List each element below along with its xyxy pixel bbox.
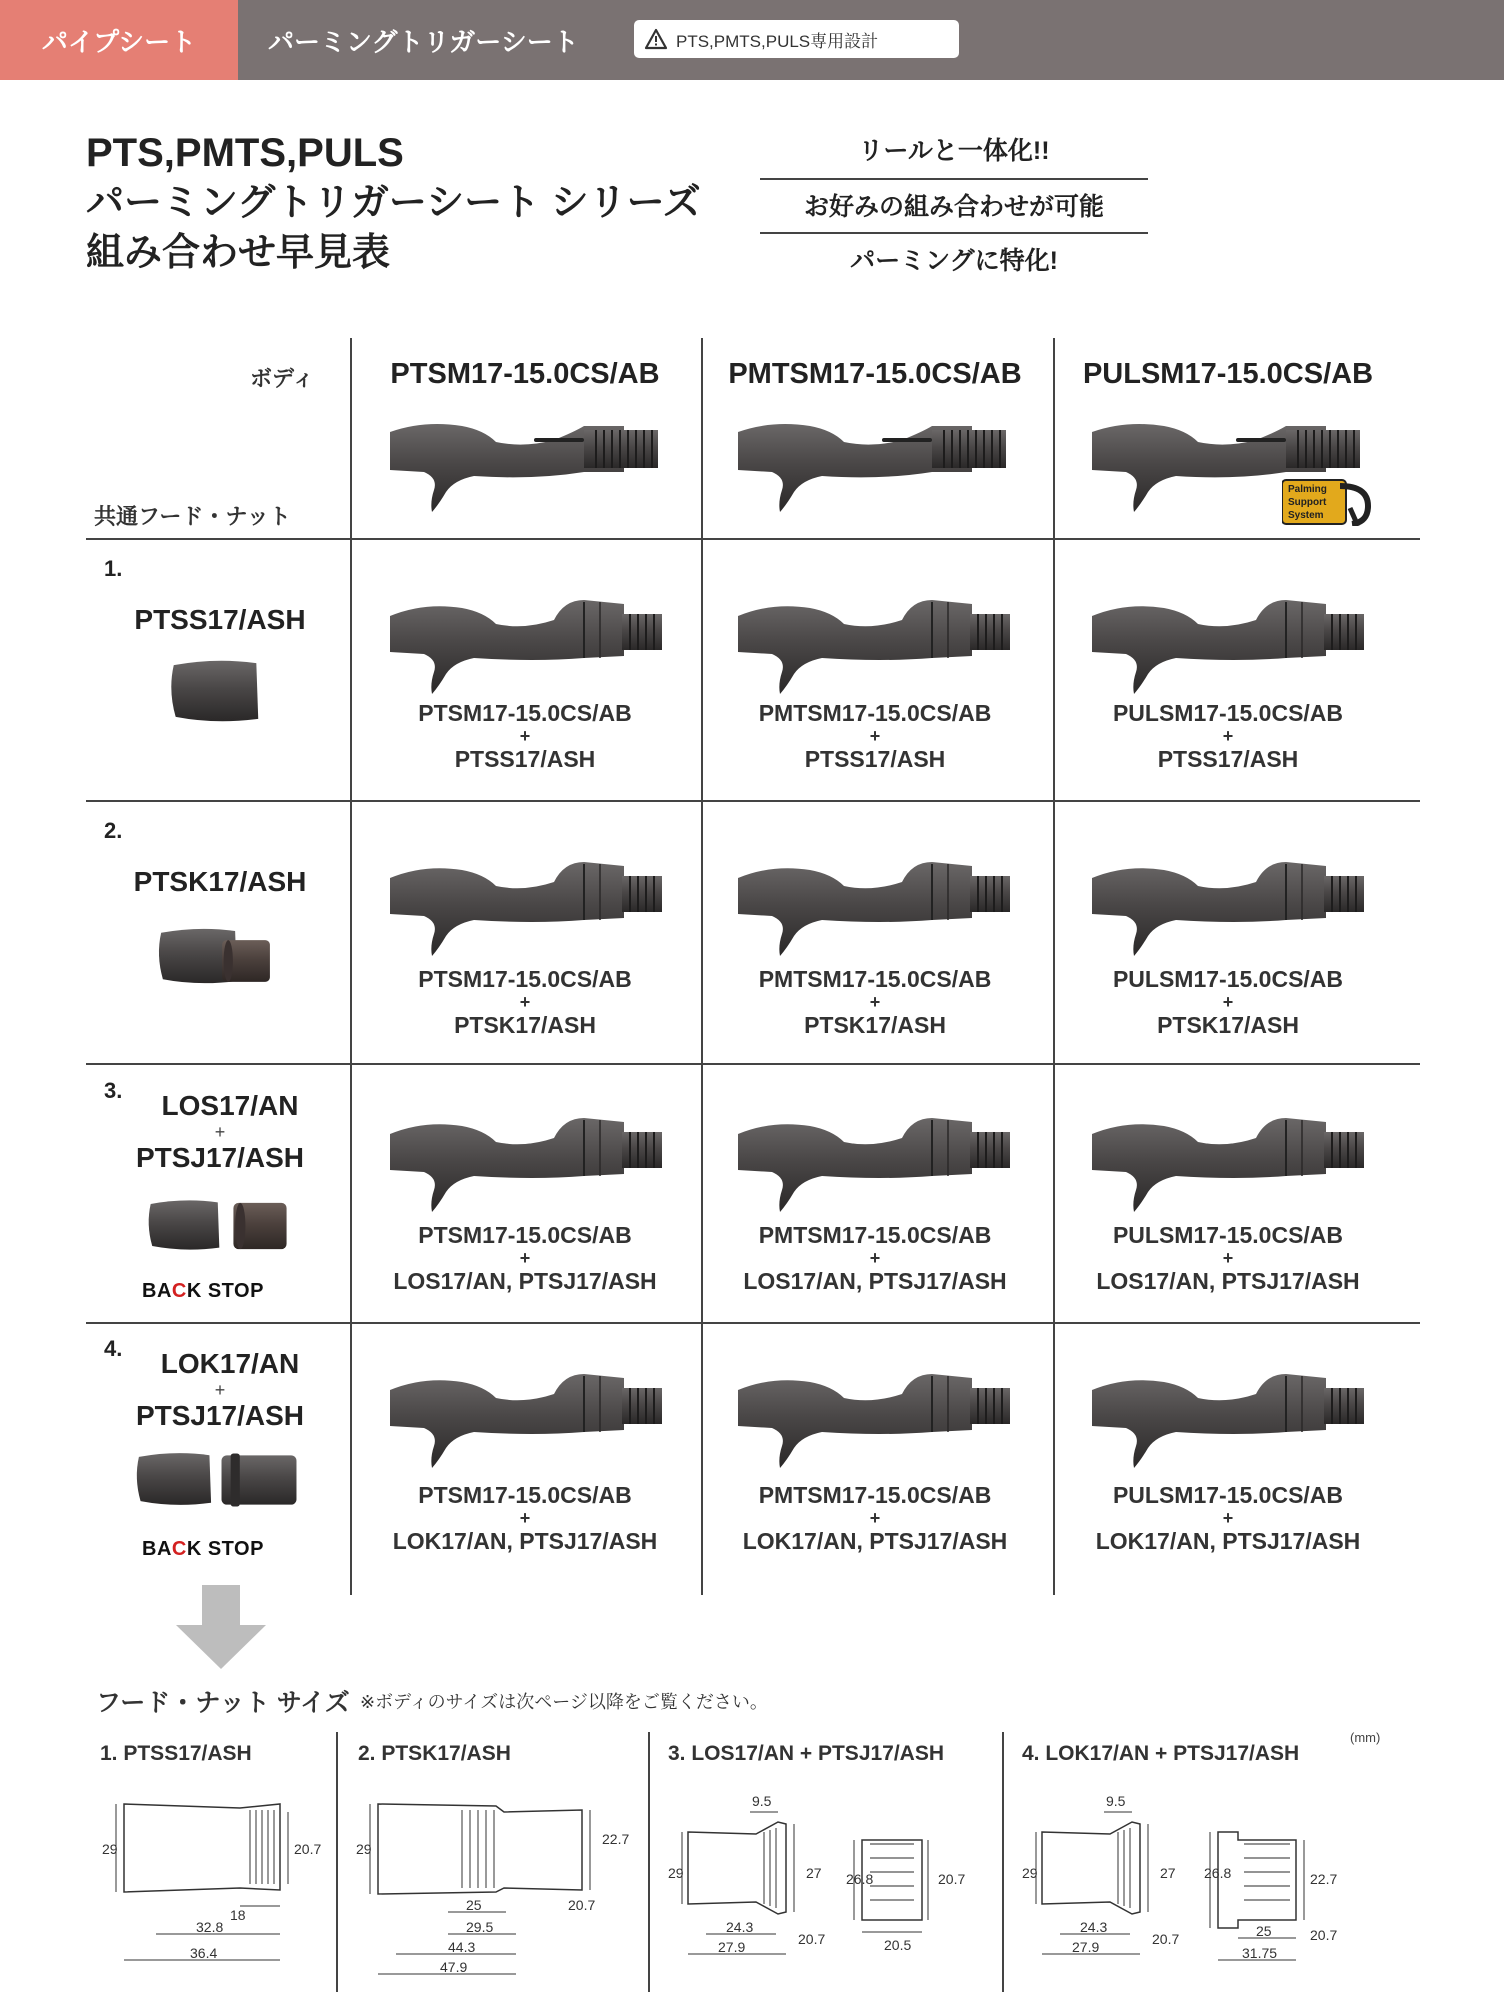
svg-text:26.8: 26.8: [1204, 1865, 1232, 1881]
combo-image: [384, 852, 664, 956]
size-separator: [1002, 1732, 1004, 1992]
feature-list: [760, 124, 1148, 286]
combo-image: [384, 1364, 664, 1468]
svg-text:29: 29: [102, 1841, 118, 1857]
combo-label: [355, 966, 695, 1038]
svg-text:29: 29: [668, 1865, 684, 1881]
svg-text:20.7: 20.7: [1152, 1931, 1180, 1947]
combo-part: PTSK17/ASH: [804, 1012, 946, 1038]
combo-label: [1058, 966, 1398, 1038]
combo-part: PTSK17/ASH: [454, 1012, 596, 1038]
row-number: 4.: [104, 1336, 123, 1361]
combo-part: LOK17/AN, PTSJ17/ASH: [392, 1528, 658, 1554]
combo-plus: +: [519, 726, 531, 746]
svg-text:25: 25: [1256, 1923, 1272, 1939]
combo-body: PTSM17-15.0CS/AB: [418, 1482, 632, 1508]
svg-text:32.8: 32.8: [196, 1919, 224, 1935]
nut-image: [214, 1448, 304, 1512]
combo-body: PULSM17-15.0CS/AB: [1112, 966, 1344, 992]
grid-hline: [86, 1063, 1420, 1065]
row-plus: +: [214, 1122, 226, 1142]
pss-badge: [1282, 478, 1382, 526]
size-label: 3. LOS17/AN + PTSJ17/ASH: [668, 1742, 945, 1765]
title-line-1: PTS,PMTS,PULS: [86, 131, 404, 175]
combo-plus: +: [869, 1248, 881, 1268]
combo-image: [1086, 590, 1366, 694]
back-stop-logo: BACK STOP: [142, 1538, 264, 1560]
notice-text: PTS,PMTS,PULS専用設計: [676, 31, 879, 51]
combo-part: PTSS17/ASH: [1157, 746, 1299, 772]
row-part-name-a: LOS17/AN: [161, 1090, 299, 1121]
svg-text:9.5: 9.5: [1106, 1793, 1126, 1809]
svg-text:22.7: 22.7: [602, 1831, 630, 1847]
combo-image: [1086, 1108, 1366, 1212]
combo-plus: +: [519, 1508, 531, 1528]
svg-text:System: System: [1288, 510, 1324, 521]
grid-vline: [350, 338, 352, 1595]
hood-image: [146, 1192, 224, 1258]
row-part-name: PTSK17/ASH: [133, 866, 307, 897]
dimension-drawing-1: [100, 1784, 330, 1984]
dimension-drawing-4: [1020, 1784, 1400, 1994]
svg-text:31.75: 31.75: [1242, 1945, 1278, 1961]
combo-part: LOK17/AN, PTSJ17/ASH: [742, 1528, 1008, 1554]
combo-label: [705, 1222, 1045, 1294]
combo-plus: +: [1222, 1508, 1234, 1528]
title-line-2: パーミングトリガーシート シリーズ: [86, 182, 701, 224]
svg-text:20.7: 20.7: [1310, 1927, 1338, 1943]
size-section-note: ※ボディのサイズは次ページ以降をご覧ください。: [360, 1692, 768, 1712]
svg-text:20.7: 20.7: [798, 1931, 826, 1947]
combo-body: PULSM17-15.0CS/AB: [1112, 1482, 1344, 1508]
combo-body: PMTSM17-15.0CS/AB: [758, 1482, 992, 1508]
svg-text:29: 29: [356, 1841, 372, 1857]
combo-label: [355, 700, 695, 772]
page-title: [86, 128, 701, 278]
svg-text:20.7: 20.7: [938, 1871, 966, 1887]
combo-label: [705, 1482, 1045, 1554]
combo-image: [1086, 852, 1366, 956]
feature-item: お好みの組み合わせが可能: [760, 178, 1148, 232]
combo-image: [732, 852, 1012, 956]
back-stop-logo: BACK STOP: [142, 1280, 264, 1302]
combo-body: PMTSM17-15.0CS/AB: [758, 966, 992, 992]
combo-image: [732, 1364, 1012, 1468]
combo-image: [384, 1108, 664, 1212]
svg-text:27: 27: [1160, 1865, 1176, 1881]
combo-body: PMTSM17-15.0CS/AB: [758, 700, 992, 726]
svg-text:27: 27: [806, 1865, 822, 1881]
body-label: ボディ: [250, 366, 315, 391]
combo-label: [705, 700, 1045, 772]
combo-part: PTSS17/ASH: [454, 746, 596, 772]
svg-text:20.7: 20.7: [568, 1897, 596, 1913]
dimension-drawing-3: [666, 1784, 1000, 1994]
svg-text:25: 25: [466, 1897, 482, 1913]
svg-text:Palming: Palming: [1288, 484, 1327, 495]
title-line-3: 組み合わせ早見表: [86, 232, 391, 274]
hood-image: [168, 656, 264, 726]
svg-text:9.5: 9.5: [752, 1793, 772, 1809]
combo-body: PULSM17-15.0CS/AB: [1112, 1222, 1344, 1248]
feature-item: パーミングに特化!: [760, 232, 1148, 286]
combo-part: PTSS17/ASH: [804, 746, 946, 772]
grid-hline: [86, 1322, 1420, 1324]
size-separator: [648, 1732, 650, 1992]
nut-image: [214, 934, 278, 988]
combo-body: PMTSM17-15.0CS/AB: [758, 1222, 992, 1248]
column-header-puls: PULSM17-15.0CS/AB: [1082, 358, 1374, 390]
combo-plus: +: [1222, 726, 1234, 746]
combo-part: PTSK17/ASH: [1157, 1012, 1299, 1038]
row-part-name-b: PTSJ17/ASH: [135, 1400, 305, 1431]
down-arrow-icon: [176, 1585, 266, 1669]
row-number: 3.: [104, 1078, 123, 1103]
svg-text:24.3: 24.3: [1080, 1919, 1108, 1935]
svg-text:27.9: 27.9: [1072, 1939, 1100, 1955]
body-image-pts: [384, 408, 664, 512]
hood-image: [134, 1448, 216, 1510]
combo-image: [1086, 1364, 1366, 1468]
combo-label: [355, 1482, 695, 1554]
grid-hline: [86, 538, 1420, 540]
grid-vline: [1053, 338, 1055, 1595]
row-number: 1.: [104, 556, 123, 581]
svg-text:18: 18: [230, 1907, 246, 1923]
svg-text:44.3: 44.3: [448, 1939, 476, 1955]
nut-image: [228, 1196, 292, 1256]
combo-plus: +: [1222, 992, 1234, 1012]
combo-part: LOS17/AN, PTSJ17/ASH: [743, 1268, 1007, 1294]
row-plus: +: [214, 1380, 226, 1400]
svg-text:Support: Support: [1288, 497, 1327, 508]
combo-part: LOS17/AN, PTSJ17/ASH: [1096, 1268, 1360, 1294]
combo-body: PTSM17-15.0CS/AB: [418, 700, 632, 726]
combo-plus: +: [869, 1508, 881, 1528]
combo-body: PTSM17-15.0CS/AB: [418, 966, 632, 992]
row-part-name-b: PTSJ17/ASH: [135, 1142, 305, 1173]
combo-part: LOK17/AN, PTSJ17/ASH: [1095, 1528, 1361, 1554]
combo-label: [705, 966, 1045, 1038]
svg-text:24.3: 24.3: [726, 1919, 754, 1935]
svg-text:29: 29: [1022, 1865, 1038, 1881]
size-separator: [336, 1732, 338, 1992]
combo-plus: +: [519, 992, 531, 1012]
svg-text:20.7: 20.7: [294, 1841, 322, 1857]
combo-image: [384, 590, 664, 694]
combo-image: [732, 1108, 1012, 1212]
body-image-pmts: [732, 408, 1012, 512]
combo-plus: +: [869, 726, 881, 746]
combo-plus: +: [869, 992, 881, 1012]
dimension-drawing-2: [356, 1784, 646, 1994]
size-label: 4. LOK17/AN + PTSJ17/ASH: [1022, 1742, 1300, 1765]
compat-notice: [634, 20, 959, 58]
svg-text:27.9: 27.9: [718, 1939, 746, 1955]
svg-text:20.5: 20.5: [884, 1937, 912, 1953]
combo-label: [1058, 700, 1398, 772]
column-header-pmts: PMTSM17-15.0CS/AB: [728, 358, 1022, 390]
size-section-title: フード・ナット サイズ: [96, 1689, 350, 1717]
feature-item: リールと一体化!!: [858, 137, 1050, 165]
svg-text:36.4: 36.4: [190, 1945, 218, 1961]
svg-text:29.5: 29.5: [466, 1919, 494, 1935]
unit-label: (mm): [1350, 1730, 1381, 1745]
combo-body: PULSM17-15.0CS/AB: [1112, 700, 1344, 726]
common-hood-nut-label: 共通フード・ナット: [94, 504, 291, 529]
row-part-name-a: LOK17/AN: [160, 1348, 300, 1379]
combo-part: LOS17/AN, PTSJ17/ASH: [393, 1268, 657, 1294]
row-number: 2.: [104, 818, 123, 843]
combo-image: [732, 590, 1012, 694]
column-header-pts: PTSM17-15.0CS/AB: [390, 358, 660, 390]
combo-label: [1058, 1222, 1398, 1294]
svg-text:22.7: 22.7: [1310, 1871, 1338, 1887]
combo-label: [355, 1222, 695, 1294]
svg-text:26.8: 26.8: [846, 1871, 874, 1887]
warning-icon: [644, 28, 668, 50]
tab-pipe-seat[interactable]: パイプシート: [0, 0, 238, 80]
size-label: 1. PTSS17/ASH: [100, 1742, 252, 1765]
grid-vline: [701, 338, 703, 1595]
svg-text:47.9: 47.9: [440, 1959, 468, 1975]
size-label: 2. PTSK17/ASH: [358, 1742, 511, 1765]
tab-palming-trigger-seat[interactable]: パーミングトリガーシート: [268, 26, 579, 57]
combo-label: [1058, 1482, 1398, 1554]
row-part-name: PTSS17/ASH: [134, 604, 306, 635]
grid-hline: [86, 800, 1420, 802]
combo-plus: +: [1222, 1248, 1234, 1268]
combo-plus: +: [519, 1248, 531, 1268]
combo-body: PTSM17-15.0CS/AB: [418, 1222, 632, 1248]
